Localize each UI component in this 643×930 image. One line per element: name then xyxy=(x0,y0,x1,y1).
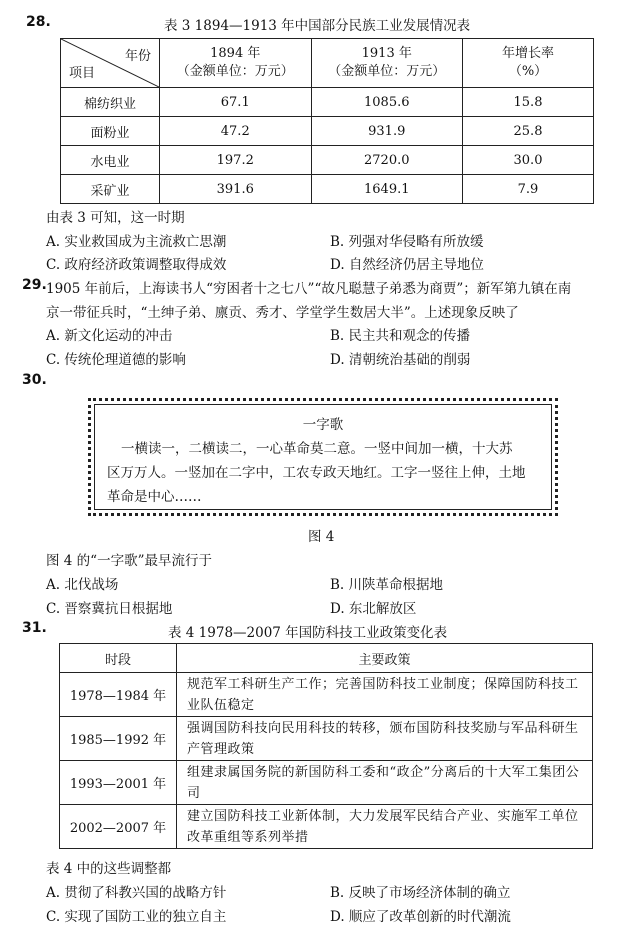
q28-option-b[interactable]: B. 列强对华侵略有所放缓 xyxy=(330,234,484,250)
q28-stem: 由表 3 可知，这一时期 xyxy=(46,210,185,226)
q29-stem-line2: 京一带征兵时，“土绅子弟、廪贡、秀才、学堂学生数居大半”。上述现象反映了 xyxy=(46,305,519,321)
q28-option-c[interactable]: C. 政府经济政策调整取得成效 xyxy=(46,257,227,273)
q30-option-d[interactable]: D. 东北解放区 xyxy=(330,601,417,617)
header-1894 xyxy=(160,39,312,88)
row-value-1913: 2720.0 xyxy=(311,146,463,175)
header-1913 xyxy=(311,39,463,88)
header-1913-unit: （金额单位：万元） xyxy=(328,64,446,79)
header-policy: 主要政策 xyxy=(177,644,593,673)
corner-year-label: 年份 xyxy=(124,49,151,64)
song-line-1: 一横读一，二横读二，一心革命莫二意。一竖中间加一横，十大苏 xyxy=(121,441,513,457)
row-value-1894: 67.1 xyxy=(160,88,312,117)
row-value-1913: 1649.1 xyxy=(311,175,463,204)
row-growth-rate: 15.8 xyxy=(463,88,594,117)
row-item: 水电业 xyxy=(61,146,160,175)
q31-stem: 表 4 中的这些调整都 xyxy=(46,861,172,877)
song-line-3: 革命是中心…… xyxy=(107,489,202,505)
q28-option-d[interactable]: D. 自然经济仍居主导地位 xyxy=(330,257,484,273)
question-number-30: 30. xyxy=(22,372,47,388)
q29-option-a[interactable]: A. 新文化运动的冲击 xyxy=(46,328,173,344)
table-row xyxy=(61,146,594,175)
q30-option-a[interactable]: A. 北伐战场 xyxy=(46,577,119,593)
question-number-31: 31. xyxy=(22,620,47,636)
header-growth-rate-label: 年增长率 xyxy=(501,46,554,61)
table4-title: 表 4 1978—2007 年国防科技工业政策变化表 xyxy=(168,625,448,641)
header-period: 时段 xyxy=(60,644,177,673)
figure4-label: 图 4 xyxy=(308,529,335,545)
row-item: 采矿业 xyxy=(61,175,160,204)
table-row xyxy=(61,88,594,117)
row-item: 棉纺织业 xyxy=(61,88,160,117)
table3-title: 表 3 1894—1913 年中国部分民族工业发展情况表 xyxy=(164,18,471,34)
q31-option-d[interactable]: D. 顺应了改革创新的时代潮流 xyxy=(330,909,511,925)
table-row xyxy=(60,717,593,761)
row-period: 1985—1992 年 xyxy=(60,717,177,761)
table4 xyxy=(59,643,593,849)
q31-option-c[interactable]: C. 实现了国防工业的独立自主 xyxy=(46,909,227,925)
song-title: 一字歌 xyxy=(302,417,344,433)
row-period: 2002—2007 年 xyxy=(60,805,177,849)
song-line-2: 区万万人。一竖加在二字中，工农专政天地红。工字一竖往上伸，土地 xyxy=(107,465,526,481)
row-policy: 组建隶属国务院的新国防科工委和“政企”分离后的十大军工集团公司 xyxy=(177,761,593,805)
q29-stem-line1: 1905 年前后，上海读书人“穷困者十之七八”“故凡聪慧子弟悉为商贾”；新军第九镇在南 xyxy=(46,281,572,297)
q29-option-c[interactable]: C. 传统伦理道德的影响 xyxy=(46,352,186,368)
table4-header-row xyxy=(60,644,593,673)
header-1913-year: 1913 年 xyxy=(361,46,412,61)
table3-header-row xyxy=(61,39,594,88)
row-policy: 强调国防科技向民用科技的转移，颁布国防科技奖励与军品科研生产管理政策 xyxy=(177,717,593,761)
row-period: 1978—1984 年 xyxy=(60,673,177,717)
q30-option-c[interactable]: C. 晋察冀抗日根据地 xyxy=(46,601,173,617)
row-item: 面粉业 xyxy=(61,117,160,146)
q31-option-b[interactable]: B. 反映了市场经济体制的确立 xyxy=(330,885,511,901)
header-1894-unit: （金额单位：万元） xyxy=(176,64,294,79)
row-value-1894: 47.2 xyxy=(160,117,312,146)
row-value-1913: 1085.6 xyxy=(311,88,463,117)
row-growth-rate: 25.8 xyxy=(463,117,594,146)
q29-option-b[interactable]: B. 民主共和观念的传播 xyxy=(330,328,471,344)
table-row xyxy=(61,117,594,146)
table-row xyxy=(60,805,593,849)
table3 xyxy=(60,38,594,204)
row-growth-rate: 7.9 xyxy=(463,175,594,204)
q29-option-d[interactable]: D. 清朝统治基础的削弱 xyxy=(330,352,471,368)
question-number-29: 29. xyxy=(22,277,47,293)
header-1894-year: 1894 年 xyxy=(210,46,261,61)
q31-option-a[interactable]: A. 贯彻了科教兴国的战略方针 xyxy=(46,885,227,901)
table-row xyxy=(60,673,593,717)
header-growth-rate xyxy=(463,39,594,88)
row-value-1894: 391.6 xyxy=(160,175,312,204)
q28-option-a[interactable]: A. 实业救国成为主流救亡思潮 xyxy=(46,234,227,250)
row-period: 1993—2001 年 xyxy=(60,761,177,805)
corner-item-label: 项目 xyxy=(69,66,96,81)
row-growth-rate: 30.0 xyxy=(463,146,594,175)
row-policy: 规范军工科研生产工作；完善国防科技工业制度；保障国防科技工业队伍稳定 xyxy=(177,673,593,717)
row-policy: 建立国防科技工业新体制，大力发展军民结合产业、实施军工单位改革重组等系列举措 xyxy=(177,805,593,849)
table-row xyxy=(60,761,593,805)
table-row xyxy=(61,175,594,204)
q30-option-b[interactable]: B. 川陕革命根据地 xyxy=(330,577,444,593)
song-frame xyxy=(88,398,558,516)
question-number-28: 28. xyxy=(26,14,51,30)
row-value-1894: 197.2 xyxy=(160,146,312,175)
header-growth-rate-unit: （%） xyxy=(508,64,548,79)
table3-corner-cell xyxy=(61,39,160,88)
row-value-1913: 931.9 xyxy=(311,117,463,146)
q30-stem: 图 4 的“一字歌”最早流行于 xyxy=(46,553,212,569)
